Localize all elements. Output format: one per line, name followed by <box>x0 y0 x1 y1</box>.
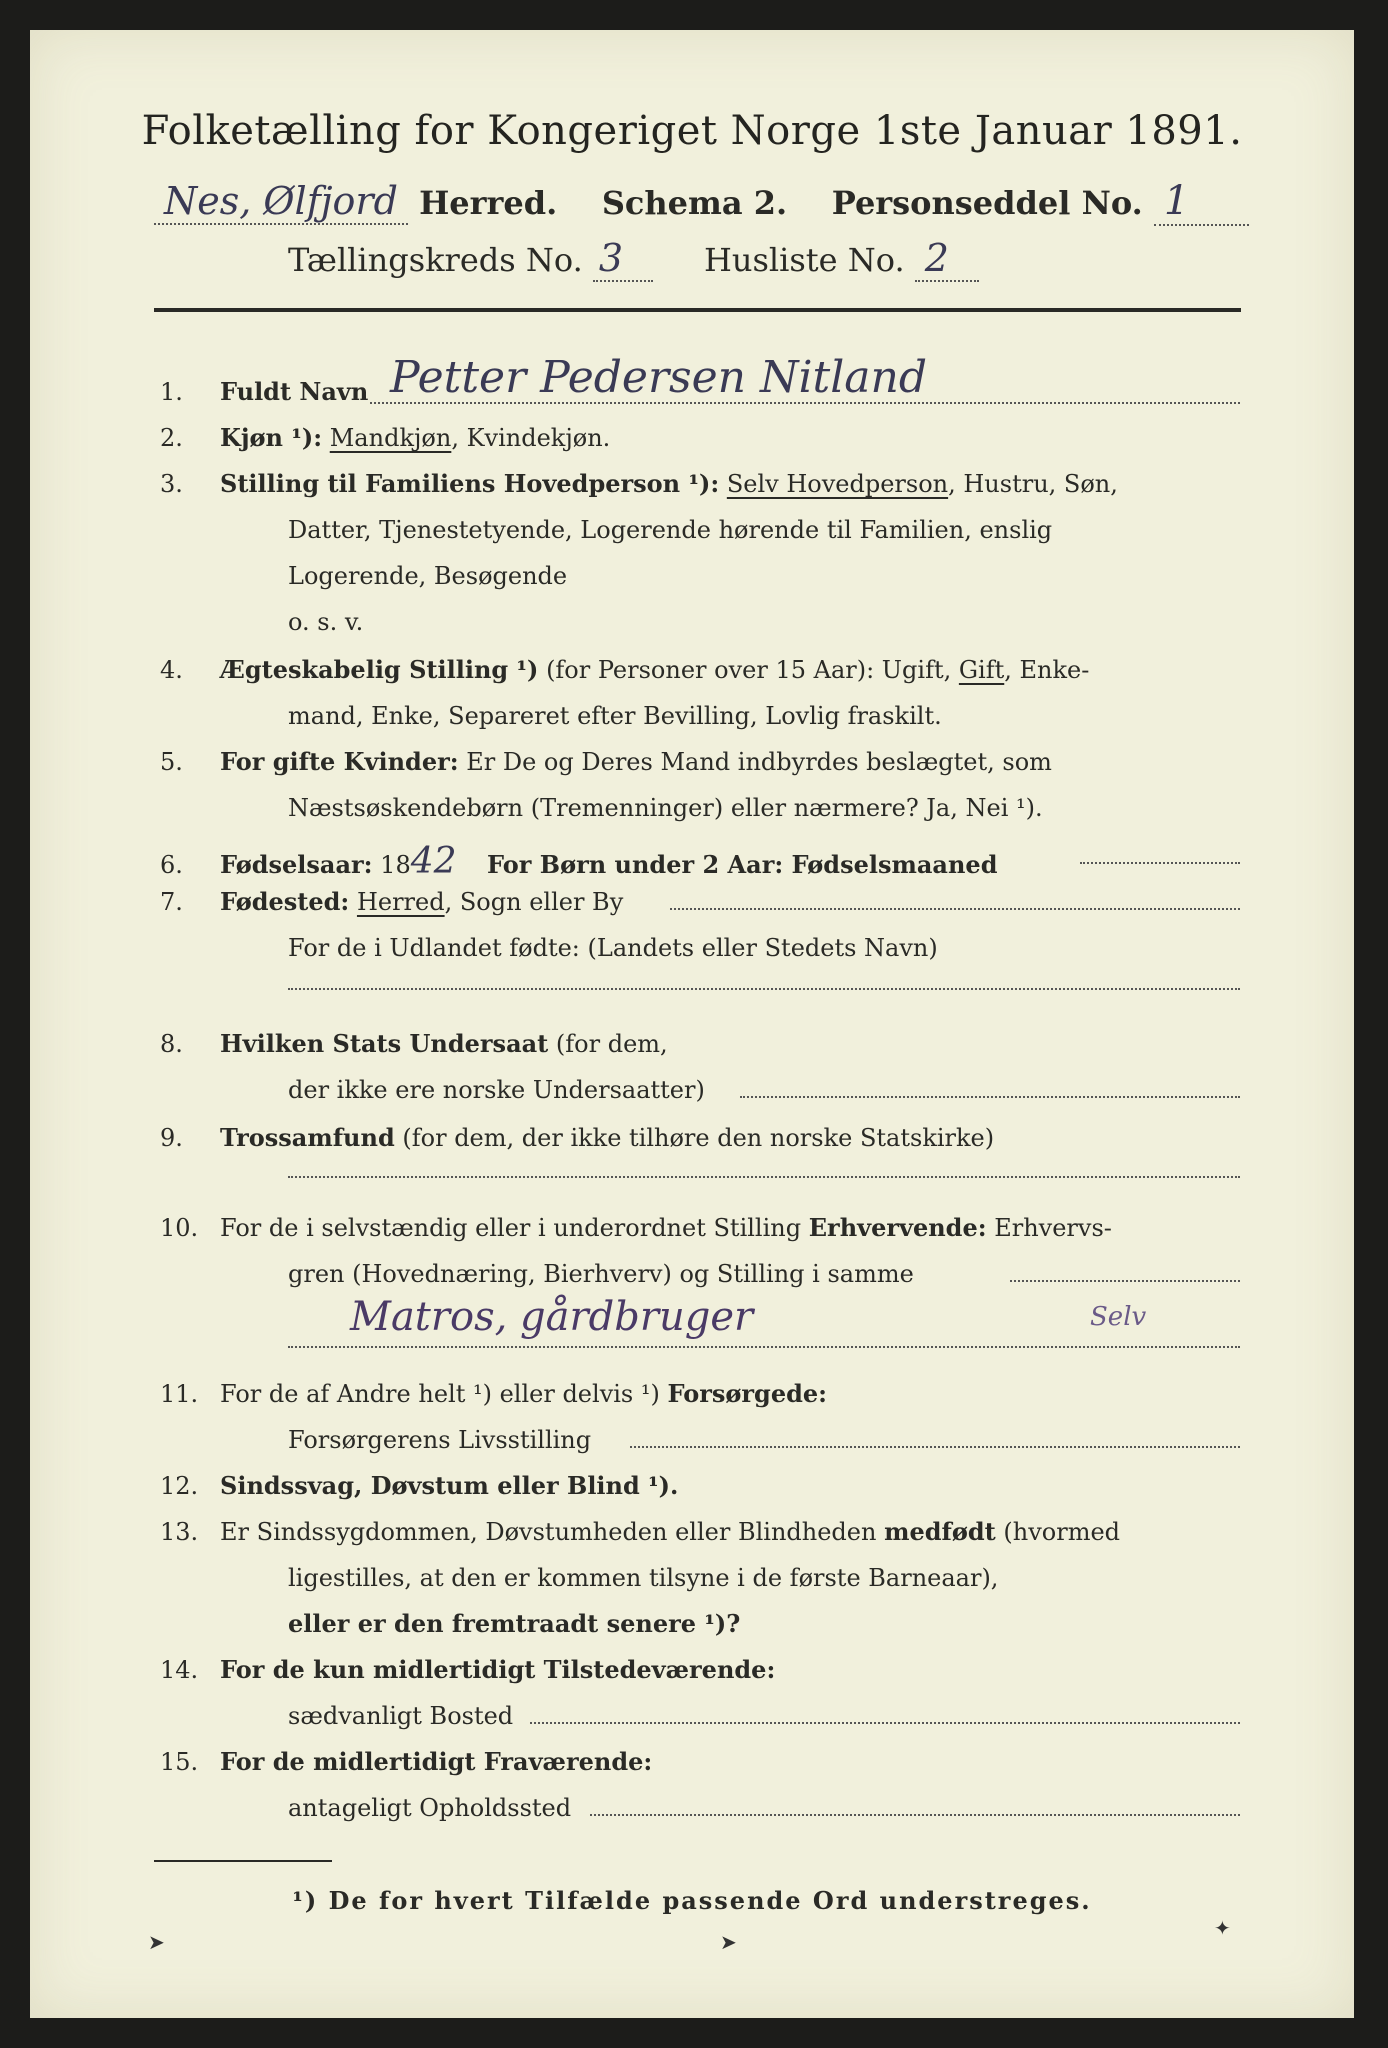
item-11 <box>160 1379 828 1408</box>
header-line-2 <box>154 178 1249 226</box>
herred-label: Herred. <box>419 184 558 222</box>
item-13-label: medfødt <box>884 1517 996 1546</box>
occupation-value: Matros, gårdbruger <box>350 1294 754 1340</box>
item-number: 9. <box>160 1124 183 1152</box>
item-4 <box>160 655 1090 684</box>
item-number: 1. <box>160 378 183 406</box>
option-herred: Herred <box>356 888 445 916</box>
census-form <box>30 30 1354 2018</box>
item-3 <box>160 469 1118 498</box>
item-7-line-2: For de i Udlandet fødte: (Landets eller Stedets Navn) <box>288 934 938 962</box>
kreds-label: Tællingskreds No. <box>288 241 583 279</box>
item-number: 3. <box>160 470 183 498</box>
item-7-dotline <box>670 908 1240 910</box>
item-3-label: Stilling til Familiens Hovedperson ¹): <box>220 469 720 498</box>
item-1 <box>160 377 369 406</box>
item-8 <box>160 1029 668 1058</box>
item-7-label: Fødested: <box>220 887 350 916</box>
item-7 <box>160 887 624 916</box>
husliste-label: Husliste No. <box>703 241 905 279</box>
item-number: 7. <box>160 888 183 916</box>
item-9-rest: (for dem, der ikke tilhøre den norske Statskirke) <box>402 1124 995 1152</box>
birth-year-prefix: 18 <box>380 851 411 879</box>
item-6-label: Fødselsaar: <box>220 850 373 879</box>
item-12 <box>160 1471 679 1500</box>
tick-mark-icon: ✦ <box>1214 1916 1231 1940</box>
item-2 <box>160 423 611 452</box>
item-6-dotline <box>1080 862 1240 864</box>
item-15-line-2: antageligt Opholdssted <box>288 1794 572 1822</box>
item-8-label: Hvilken Stats Undersaat <box>220 1029 549 1058</box>
husliste-value: 2 <box>915 236 979 282</box>
item-14 <box>160 1655 776 1684</box>
item-15-dotline <box>590 1814 1240 1816</box>
item-10 <box>160 1213 1112 1242</box>
item-12-label: Sindssvag, Døvstum eller Blind ¹). <box>220 1471 679 1500</box>
item-10-text: For de i selvstændig eller i underordnet Stilling <box>220 1214 802 1242</box>
item-8-line-2: der ikke ere norske Undersaatter) <box>288 1076 705 1104</box>
item-14-label: For de kun midlertidigt Tilstedeværende: <box>220 1655 776 1684</box>
item-6-rest: For Børn under 2 Aar: Fødselsmaaned <box>487 850 998 879</box>
item-number: 5. <box>160 748 183 776</box>
item-5-line-2: Næstsøskendebørn (Tremenninger) eller nærmere? Ja, Nei ¹). <box>288 794 1043 822</box>
item-5 <box>160 747 1052 776</box>
item-8-dotline <box>740 1096 1240 1098</box>
schema-label: Schema 2. <box>601 184 788 222</box>
item-3-line-2: Datter, Tjenestetyende, Logerende hørende til Familien, enslig <box>288 516 1053 544</box>
item-15-label: For de midlertidigt Fraværende: <box>220 1747 653 1776</box>
kreds-value: 3 <box>593 236 653 282</box>
item-11-line-2: Forsørgerens Livsstilling <box>288 1426 592 1454</box>
item-9-dotline <box>288 1176 1240 1178</box>
item-number: 12. <box>160 1472 199 1500</box>
item-13-line-2: ligestilles, at den er kommen tilsyne i de første Barneaar), <box>288 1564 999 1592</box>
personseddel-value: 1 <box>1154 178 1249 226</box>
item-2-rest: , Kvindekjøn. <box>451 424 611 452</box>
item-9 <box>160 1123 995 1152</box>
item-3-line-3: Logerende, Besøgende <box>288 562 568 590</box>
form-title: Folketælling for Kongeriget Norge 1ste Januar 1891. <box>141 108 1243 154</box>
item-number: 8. <box>160 1030 183 1058</box>
item-10-rest: Erhvervs- <box>994 1214 1112 1242</box>
item-11-dotline <box>630 1446 1240 1448</box>
item-4-text: (for Personer over 15 Aar): Ugift, <box>546 656 952 684</box>
herred-value: Nes, Ølfjord <box>154 179 408 225</box>
item-13-rest: (hvormed <box>1003 1518 1121 1546</box>
item-13-text: Er Sindssygdommen, Døvstumheden eller Blindheden <box>220 1518 877 1546</box>
option-gift: Gift <box>958 656 1005 684</box>
personseddel-label: Personseddel No. <box>831 184 1143 222</box>
item-4-label: Ægteskabelig Stilling ¹) <box>220 655 539 684</box>
item-number: 6. <box>160 851 183 879</box>
footnote-rule <box>154 1860 332 1862</box>
item-2-label: Kjøn ¹): <box>220 423 323 452</box>
item-number: 2. <box>160 424 183 452</box>
item-14-line-2: sædvanligt Bosted <box>288 1702 514 1730</box>
item-15 <box>160 1747 653 1776</box>
item-10-line-2: gren (Hovednæring, Bierhverv) og Stilling i samme <box>288 1260 914 1288</box>
item-number: 10. <box>160 1214 199 1242</box>
name-value: Petter Pedersen Nitland <box>390 352 928 403</box>
header-rule <box>154 308 1241 312</box>
item-9-label: Trossamfund <box>220 1123 395 1152</box>
item-3-rest: , Hustru, Søn, <box>948 470 1118 498</box>
item-5-label: For gifte Kvinder: <box>220 747 459 776</box>
item-4-text-2: , Enke- <box>1004 656 1090 684</box>
item-11-label: Forsørgede: <box>667 1379 828 1408</box>
item-10-dotline-2 <box>288 1346 1240 1348</box>
item-8-rest: (for dem, <box>555 1030 668 1058</box>
item-6 <box>160 841 998 882</box>
item-7-rest: , Sogn eller By <box>444 888 624 916</box>
item-number: 14. <box>160 1656 199 1684</box>
item-number: 11. <box>160 1380 199 1408</box>
item-14-dotline <box>530 1722 1240 1724</box>
birth-year-value: 42 <box>410 841 457 882</box>
item-13 <box>160 1517 1121 1546</box>
item-number: 13. <box>160 1518 199 1546</box>
footnote: ¹) De for hvert Tilfælde passende Ord understreges. <box>292 1886 1092 1915</box>
item-number: 15. <box>160 1748 199 1776</box>
item-5-text: Er De og Deres Mand indbyrdes beslægtet, som <box>466 748 1052 776</box>
tick-mark-icon: ➤ <box>148 1930 165 1954</box>
item-13-line-3: eller er den fremtraadt senere ¹)? <box>288 1609 741 1638</box>
tick-mark-icon: ➤ <box>720 1930 737 1954</box>
occupation-value-2: Selv <box>1090 1302 1147 1332</box>
item-number: 4. <box>160 656 183 684</box>
item-10-label: Erhvervende: <box>808 1213 987 1242</box>
item-3-line-4: o. s. v. <box>288 608 364 636</box>
item-7-dotline-2 <box>288 988 1240 990</box>
item-11-text: For de af Andre helt ¹) eller delvis ¹) <box>220 1380 660 1408</box>
item-10-dotline <box>1010 1280 1240 1282</box>
item-1-label: Fuldt Navn <box>220 377 369 406</box>
option-mandkjon: Mandkjøn <box>329 424 452 452</box>
option-selv-hovedperson: Selv Hovedperson <box>726 470 949 498</box>
item-4-line-2: mand, Enke, Separeret efter Bevilling, Lovlig fraskilt. <box>288 702 942 730</box>
header-line-3 <box>288 236 979 282</box>
